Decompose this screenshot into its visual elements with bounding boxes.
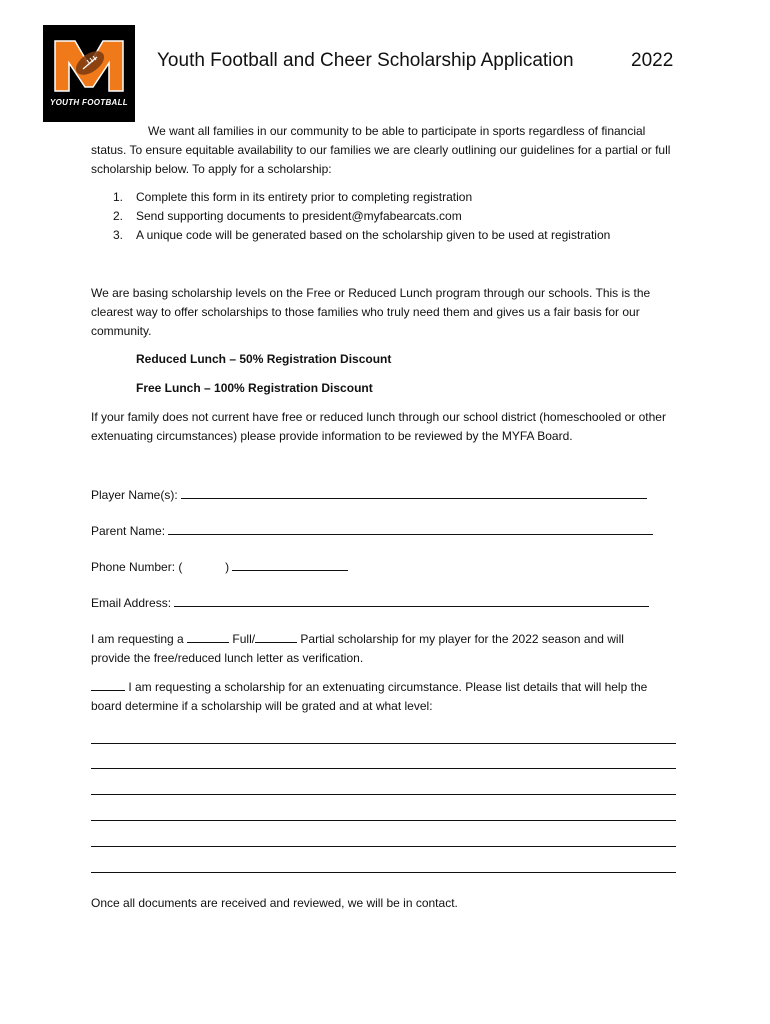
reduced-lunch-discount: Reduced Lunch – 50% Registration Discount <box>136 352 392 366</box>
player-name-row <box>91 486 647 505</box>
details-line[interactable] <box>91 768 676 769</box>
player-name-label: Player Name(s): <box>91 488 178 502</box>
myfa-logo <box>43 25 135 122</box>
details-line[interactable] <box>91 743 676 744</box>
request-text-start: I am requesting a <box>91 632 184 646</box>
parent-name-label: Parent Name: <box>91 524 166 538</box>
request-line-two: provide the free/reduced lunch letter as verification. <box>91 651 364 665</box>
step-text: Send supporting documents to president@myfabearcats.com <box>136 209 462 223</box>
details-line[interactable] <box>91 794 676 795</box>
step-number: 2. <box>113 209 124 223</box>
player-name-field[interactable] <box>181 486 647 499</box>
details-line[interactable] <box>91 820 676 821</box>
list-item <box>113 226 610 245</box>
details-line[interactable] <box>91 872 676 873</box>
phone-number-field[interactable] <box>232 558 348 571</box>
logo-caption: YOUTH FOOTBALL <box>50 98 128 107</box>
free-lunch-discount: Free Lunch – 100% Registration Discount <box>136 381 373 395</box>
request-text-end: Partial scholarship for my player for the 2022 season and will <box>300 632 624 646</box>
extenuating-check-field[interactable] <box>91 678 125 691</box>
title-year: 2022 <box>631 50 674 71</box>
email-label: Email Address: <box>91 596 172 610</box>
list-item <box>113 207 610 226</box>
phone-number-label: Phone Number: ( <box>91 560 183 574</box>
parent-name-field[interactable] <box>168 522 653 535</box>
extenuating-request-row <box>91 678 647 697</box>
step-text: A unique code will be generated based on the scholarship given to be used at registration <box>136 228 611 242</box>
extenuating-text: I am requesting a scholarship for an extenuating circumstance. Please list details that will help the <box>128 680 648 694</box>
step-number: 1. <box>113 190 124 204</box>
parent-name-row <box>91 522 653 541</box>
list-item <box>113 188 610 207</box>
extenuating-note: If your family does not current have free or reduced lunch through our school district (homeschooled or other extenuating circumstances) please provide information to be reviewed by the MYFA Board. <box>91 410 666 443</box>
full-scholarship-field[interactable] <box>187 630 229 643</box>
extenuating-line-two: board determine if a scholarship will be grated and at what level: <box>91 699 433 713</box>
email-field[interactable] <box>174 594 649 607</box>
step-number: 3. <box>113 228 124 242</box>
partial-scholarship-field[interactable] <box>255 630 297 643</box>
phone-number-row <box>91 558 348 577</box>
full-label: Full/ <box>232 632 256 646</box>
steps-list <box>113 188 610 245</box>
scholarship-request-row <box>91 630 624 649</box>
step-text: Complete this form in its entirety prior to completing registration <box>136 190 473 204</box>
phone-close-paren: ) <box>225 560 230 574</box>
page-title: Youth Football and Cheer Scholarship Application <box>157 50 574 71</box>
closing-statement: Once all documents are received and reviewed, we will be in contact. <box>91 896 458 910</box>
logo-m-graphic <box>43 25 135 100</box>
basis-paragraph: We are basing scholarship levels on the Free or Reduced Lunch program through our schools. This is the clearest way to offer scholarships to those families who truly need them and gives us a fair basis for our community. <box>91 286 651 338</box>
details-line[interactable] <box>91 846 676 847</box>
email-row <box>91 594 649 613</box>
intro-paragraph: We want all families in our community to be able to participate in sports regardless of financial status. To ensure equitable availability to our families we are clearly outlining our guidelines for a partial or full scholarship below. To apply for a scholarship: <box>91 124 671 176</box>
